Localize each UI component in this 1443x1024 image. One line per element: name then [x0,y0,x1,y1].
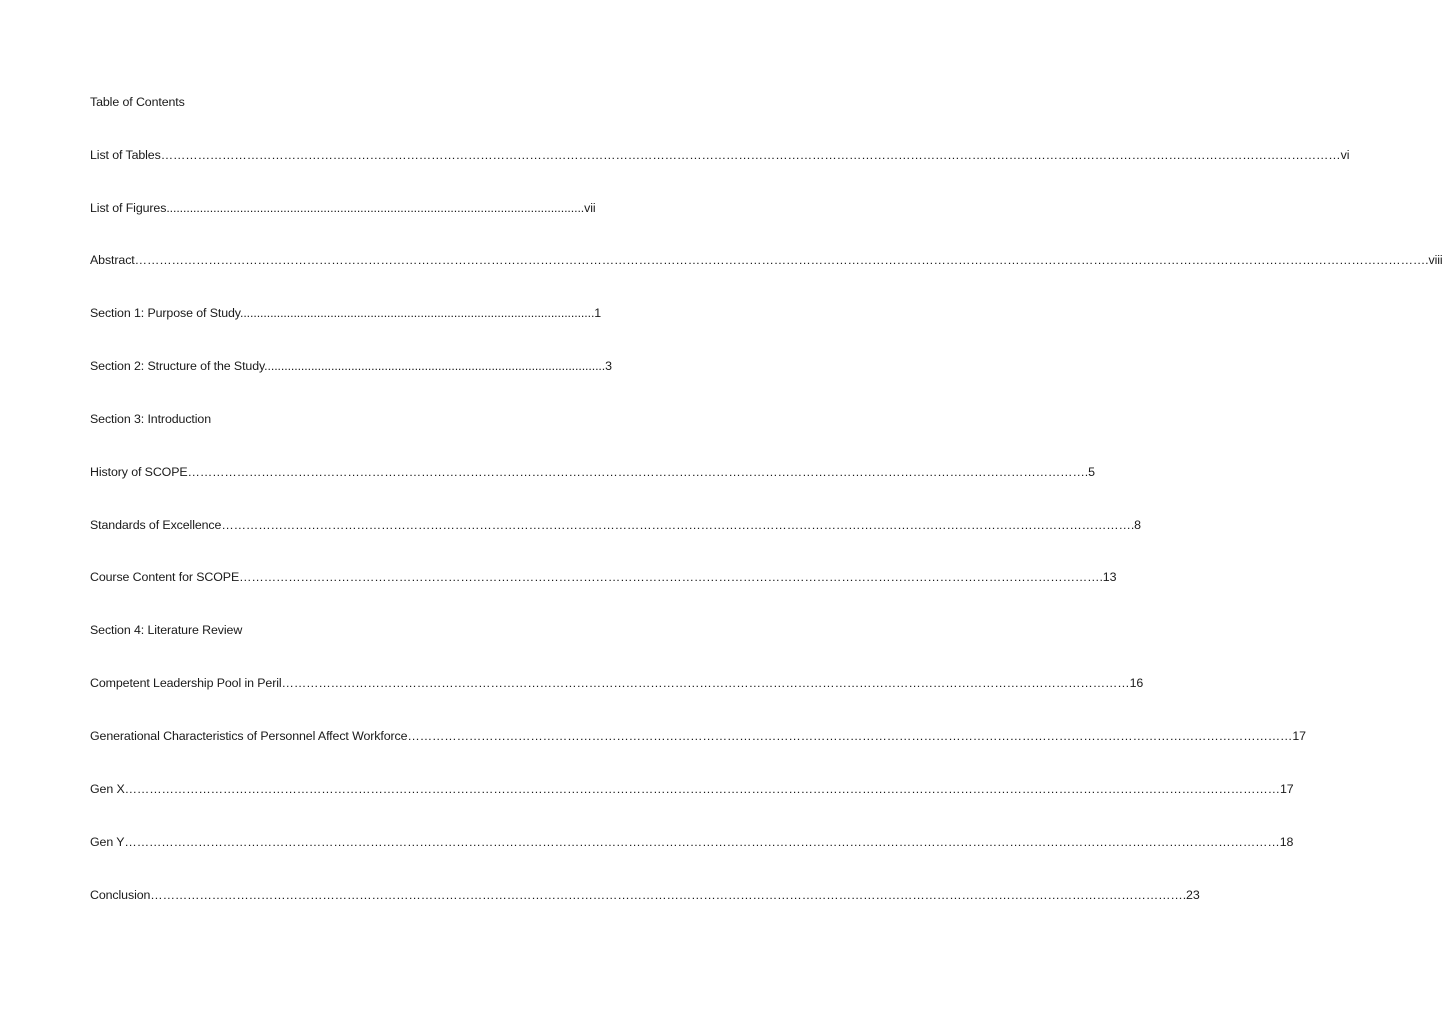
toc-entry-section-3: Section 3: Introduction [90,412,211,426]
toc-entry-gen-x: Gen X…………………………………………………………………………………………………………………………………………………………………………………………………………………………………………………………17 [90,782,1294,796]
toc-entry-gen-y: Gen Y…………………………………………………………………………………………………………………………………………………………………………………………………………………………………………………………18 [90,835,1294,849]
toc-entry-history-of-scope: History of SCOPE………………………………………………………………………………………………………………………………………………………………………………………………….5 [90,465,1095,479]
toc-entry-generational-characteristics: Generational Characteristics of Personnel Affect Workforce………………………………………………………………………………………………………………………………………………………………………………………………17 [90,729,1306,743]
toc-entry-competent-leadership: Competent Leadership Pool in Peril………………………………………………………………………………………………………………………………………………………………………………………16 [90,676,1144,690]
toc-entry-section-4: Section 4: Literature Review [90,623,243,637]
toc-entry-section-2: Section 2: Structure of the Study......................................................................................................3 [90,359,612,373]
toc-entry-course-content: Course Content for SCOPE………………………………………………………………………………………………………………………………………………………………………………………….13 [90,570,1117,584]
toc-entry-list-of-figures: List of Figures.............................................................................................................................vii [90,201,596,215]
toc-title: Table of Contents [90,95,185,109]
toc-entry-section-1: Section 1: Purpose of Study..........................................................................................................1 [90,306,602,320]
toc-entry-standards-of-excellence: Standards of Excellence…………………………………………………………………………………………………………………………………………………………………………………………………….8 [90,518,1141,532]
toc-entry-conclusion: Conclusion……………………………………………………………………………………………………………………………………………………………………………………………………………………………….23 [90,888,1200,902]
toc-entry-abstract: Abstract……………………………………………………………………………………………………………………………………………………………………………………………………………………………………………………………………………………….viii [90,253,1443,267]
toc-entry-list-of-tables: List of Tables………………………………………………………………………………………………………………………………………………………………………………………………………………………………………………………………vi [90,148,1350,162]
